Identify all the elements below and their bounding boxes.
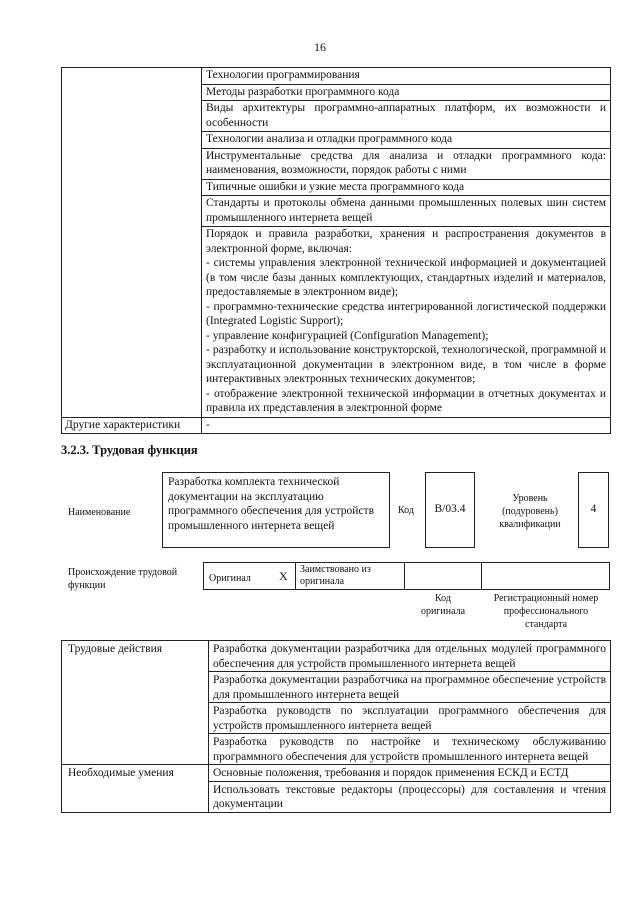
original-mark: X (279, 569, 288, 583)
other-characteristics-label: Другие характеристики (62, 417, 202, 434)
knowledge-row: Технологии анализа и отладки программного кода (202, 132, 611, 149)
action-row: Разработка документации разработчика для отдельных модулей программного обеспечения для устройств промышленного интернета вещей (209, 641, 611, 672)
procedure-item: - системы управления электронной технической информацией и документацией (в том числе базы данных комплектующих, стандартных изделий и материалов, предоставляемые в электронном виде); (206, 257, 606, 298)
action-row: Разработка руководств по настройке и техническому обслуживанию программного обеспечения для устройств промышленного интернета вещей (209, 734, 611, 765)
level-label: Уровень (подуровень) квалификации (499, 493, 561, 530)
origin-divider (404, 562, 405, 590)
section-title: 3.2.3. Трудовая функция (61, 443, 198, 457)
function-name-box: Разработка комплекта технической документации на эксплуатацию программного обеспечения для устройств промышленного интернета вещей (162, 472, 390, 548)
procedure-item: - отображение электронной технической информации в отчетных документах и правила их представления в электронной форме (206, 387, 606, 414)
reg-number-caption: Регистрационный номер профессионального стандарта (493, 593, 599, 630)
borrowed-label: Заимствовано из оригинала (300, 564, 371, 587)
procedure-item: - разработку и использование конструкторской, технологической, программной и эксплуатационной документации в электронном виде, в том числе в форме интерактивных электронных технических документов; (206, 344, 606, 385)
page-number: 16 (314, 40, 326, 54)
code-label: Код (398, 505, 414, 516)
function-code-box: B/03.4 (425, 472, 475, 548)
knowledge-row: Инструментальные средства для анализа и отладки программного кода: наименования, возможности, порядок работы с ними (202, 148, 611, 179)
knowledge-row: Методы разработки программного кода (202, 84, 611, 101)
original-label: Оригинал (209, 573, 251, 584)
procedure-cell (202, 227, 611, 418)
origin-divider (295, 562, 296, 590)
empty-label-cell (62, 68, 202, 418)
skill-row: Использовать текстовые редакторы (процессоры) для составления и чтения документации (209, 781, 611, 812)
level-value-box: 4 (578, 472, 609, 548)
labor-actions-label: Трудовые действия (62, 641, 209, 765)
action-row: Разработка руководств по эксплуатации программного обеспечения для устройств промышленного интернета вещей (209, 703, 611, 734)
knowledge-table (61, 67, 611, 434)
knowledge-row: Стандарты и протоколы обмена данными промышленных полевых шин систем промышленного интернета вещей (202, 196, 611, 227)
name-label: Наименование (68, 507, 131, 518)
origin-box (203, 562, 610, 590)
knowledge-row: Технологии программирования (202, 68, 611, 85)
procedure-item: - управление конфигурацией (Configuration Management); (206, 329, 489, 342)
skills-label: Необходимые умения (62, 765, 209, 813)
procedure-item: - программно-технические средства интегрированной логистической поддержки (Integrated Logistic Support); (206, 300, 606, 327)
knowledge-row: Виды архитектуры программно-аппаратных платформ, их возможности и особенности (202, 101, 611, 132)
skill-row: Основные положения, требования и порядок применения ЕСКД и ЕСТД (209, 765, 611, 782)
procedure-intro: Порядок и правила разработки, хранения и распространения документов в электронной форме, включая: (206, 228, 606, 255)
other-characteristics-value: - (202, 417, 611, 434)
knowledge-row: Типичные ошибки и узкие места программного кода (202, 179, 611, 196)
actions-table (61, 640, 611, 813)
origin-label: Происхождение трудовой функции (68, 567, 178, 591)
action-row: Разработка документации разработчика на программное обеспечение устройств для промышленного интернета вещей (209, 672, 611, 703)
origin-divider (481, 562, 482, 590)
code-original-caption: Код оригинала (420, 593, 466, 617)
